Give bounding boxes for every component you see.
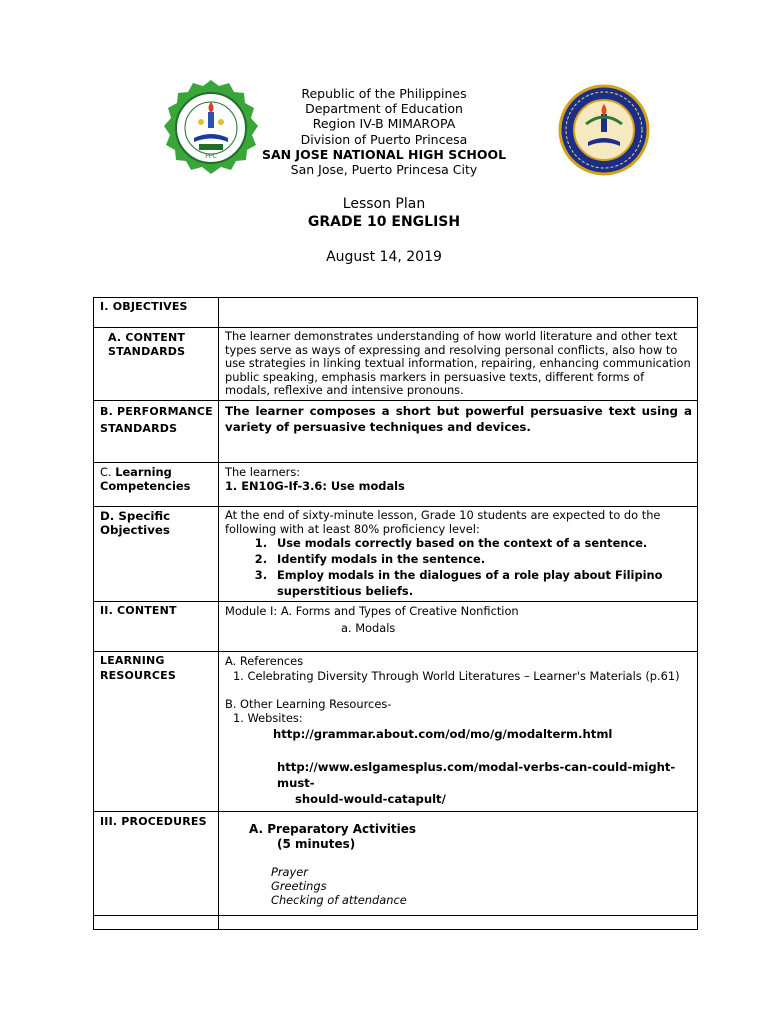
references-heading: A. References — [225, 654, 304, 669]
lesson-plan-table — [93, 297, 698, 930]
performance-standards-label: B. PERFORMANCE STANDARDS — [94, 400, 219, 462]
specific-objectives-list — [225, 536, 692, 599]
row-performance-standards — [94, 400, 698, 462]
row-content — [94, 602, 698, 652]
lesson-date: August 14, 2019 — [326, 249, 442, 265]
competencies-intro: The learners: — [225, 464, 301, 479]
website-link-1[interactable]: http://grammar.about.com/od/mo/g/modalterm.html — [273, 727, 613, 742]
header-school-name: SAN JOSE NATIONAL HIGH SCHOOL — [261, 146, 507, 162]
blank-cell — [219, 916, 698, 930]
content-standards-label — [94, 328, 219, 401]
row-content-standards — [94, 328, 698, 401]
procedures-label: III. PROCEDURES — [94, 812, 219, 916]
row-learning-resources — [94, 652, 698, 812]
header-division: Division of Puerto Princesa — [300, 131, 468, 147]
learning-resources-label: LEARNING RESOURCES — [94, 652, 219, 812]
objectives-label: I. OBJECTIVES — [94, 298, 219, 328]
header-address: San Jose, Puerto Princesa City — [290, 162, 478, 178]
content-standards-text: The learner demonstrates understanding of how world literature and other text types serve as ways of expressing and resolving personal conflicts, also how to use strategies in linking textual information, repairing, enhancing communication public speaking, emphasis markers in persuasive texts, different forms of modals, reflexive and intensive pronouns. — [219, 328, 698, 401]
competency-item: 1. EN10G-If-3.6: Use modals — [225, 479, 405, 494]
content-label: II. CONTENT — [94, 602, 219, 652]
lesson-plan-title: Lesson Plan — [342, 196, 426, 212]
blank-cell — [94, 916, 219, 930]
header-republic: Republic of the Philippines — [301, 86, 467, 101]
procedures-value — [219, 812, 698, 916]
performance-standards-text: The learner composes a short but powerful persuasive text using a variety of persuasive techniques and devices. — [219, 400, 698, 462]
objective-item: 2. Identify modals in the sentence. — [271, 552, 692, 568]
activity-item: Greetings — [271, 878, 327, 893]
row-procedures — [94, 812, 698, 916]
content-sub-item: a. Modals — [341, 620, 396, 635]
website-link-2-line1[interactable]: http://www.eslgamesplus.com/modal-verbs-can-could-might-must- — [277, 760, 676, 791]
learning-resources-value — [219, 652, 698, 812]
websites-label: 1. Websites: — [233, 710, 303, 725]
other-resources-heading: B. Other Learning Resources- — [225, 696, 392, 711]
content-standards-label-text: A. CONTENT STANDARDS — [108, 331, 186, 359]
activity-item: Checking of attendance — [271, 893, 407, 908]
objectives-value — [219, 298, 698, 328]
row-specific-objectives — [94, 506, 698, 601]
header-region: Region IV-B MIMAROPA — [312, 116, 456, 132]
specific-objectives-value — [219, 506, 698, 601]
document-header — [200, 86, 568, 177]
specific-objectives-intro: At the end of sixty-minute lesson, Grade 10 students are expected to do the following with at least 80% proficiency level: — [225, 507, 661, 536]
competencies-prefix: C. — [100, 464, 112, 479]
website-link-2[interactable] — [225, 759, 692, 807]
preparatory-activities-heading: A. Preparatory Activities — [249, 822, 417, 837]
row-learning-competencies — [94, 462, 698, 506]
objective-item: 3. Employ modals in the dialogues of a role play about Filipino superstitious beliefs. — [271, 568, 692, 600]
deped-seal-logo — [558, 84, 650, 176]
competencies-label-text: Learning Competencies — [100, 464, 191, 494]
content-value — [219, 602, 698, 652]
specific-objectives-label: D. Specific Objectives — [94, 506, 219, 601]
learning-competencies-value — [219, 462, 698, 506]
row-objectives — [94, 298, 698, 328]
website-link-2-line2[interactable]: should-would-catapult/ — [295, 792, 446, 807]
seal-sub-text: PPC — [205, 153, 217, 160]
preparatory-activities-time: (5 minutes) — [277, 836, 356, 851]
grade-subject-title: GRADE 10 ENGLISH — [307, 214, 461, 230]
learning-competencies-label — [94, 462, 219, 506]
reference-item: 1. Celebrating Diversity Through World Literatures – Learner's Materials (p.61) — [233, 668, 680, 683]
objective-item: 1. Use modals correctly based on the context of a sentence. — [271, 536, 692, 552]
activity-item: Prayer — [271, 864, 308, 879]
content-module: Module I: A. Forms and Types of Creative Nonfiction — [225, 604, 519, 619]
title-block — [200, 195, 568, 265]
header-department: Department of Education — [305, 101, 463, 117]
row-blank — [94, 916, 698, 930]
